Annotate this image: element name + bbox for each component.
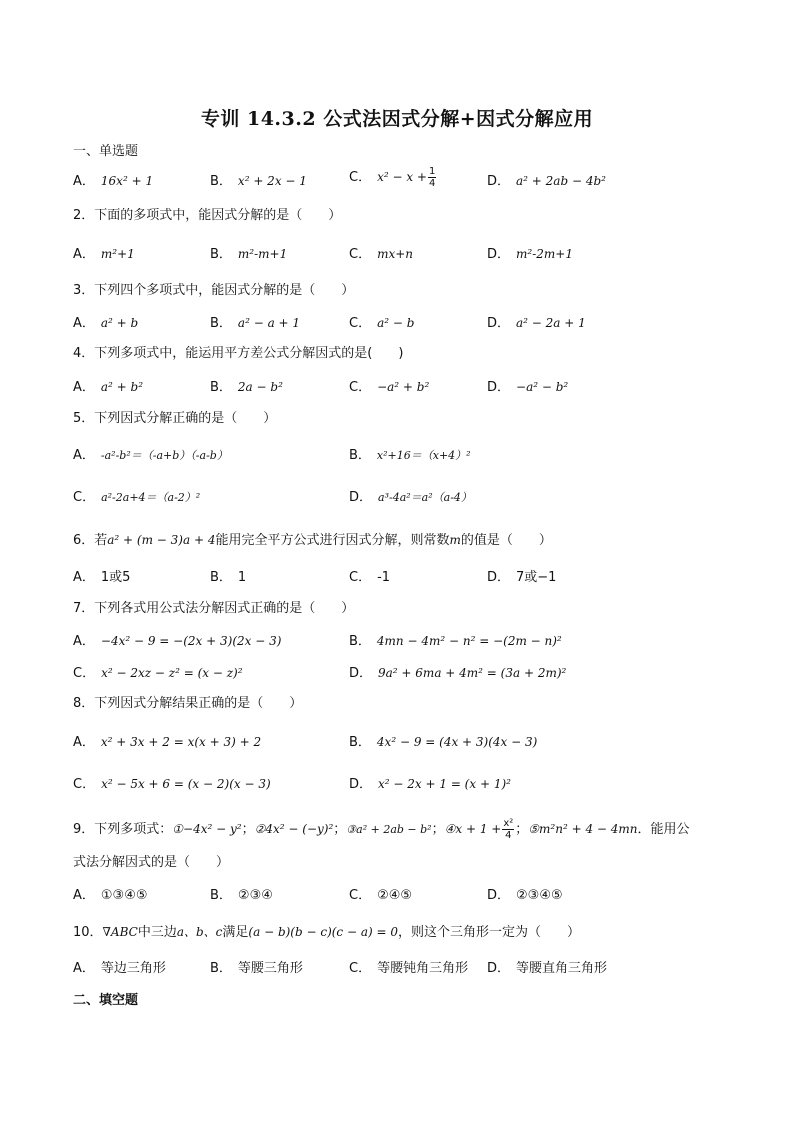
q3-stem: 3．下列四个多项式中，能因式分解的是（ ）	[73, 283, 355, 298]
q2-option-b[interactable]: B． m²-m+1	[210, 247, 288, 262]
q9-option-a[interactable]: A． ①③④⑤	[73, 888, 148, 903]
q10-option-d[interactable]: D． 等腰直角三角形	[487, 961, 608, 976]
q5-option-b[interactable]: B． x²+16＝（x+4）²	[349, 448, 471, 463]
q9-stem-line-2: 式法分解因式的是（ ）	[73, 855, 230, 870]
q1-option-d[interactable]: D． a² + 2ab − 4b²	[487, 174, 606, 189]
fraction: $\frac{\text{x²}}{4}$	[503, 818, 514, 841]
q9-option-c[interactable]: C． ②④⑤	[349, 888, 413, 903]
q4-option-a[interactable]: A． a² + b²	[73, 380, 144, 395]
q1-option-a[interactable]: A． 16x² + 1	[73, 174, 154, 189]
q8-option-a[interactable]: A． x² + 3x + 2 = x(x + 3) + 2	[73, 735, 262, 750]
q3-option-d[interactable]: D． a² − 2a + 1	[487, 316, 586, 331]
q3-option-c[interactable]: C． a² − b	[349, 316, 415, 331]
q4-option-b[interactable]: B． 2a − b²	[210, 380, 283, 395]
q1-option-b[interactable]: B． x² + 2x − 1	[210, 174, 307, 189]
q5-stem: 5．下列因式分解正确的是（ ）	[73, 411, 277, 426]
q1-option-c[interactable]: C． x² − x + $\frac{1}{4}$	[349, 166, 436, 189]
q8-option-c[interactable]: C． x² − 5x + 6 = (x − 2)(x − 3)	[73, 777, 271, 792]
q9-stem: 9．下列多项式：①−4x² − y²；②4x² − (−y)²；③a² + 2ab − b²；④x + 1 + $\frac{\text{x²}}{4}$ ；⑤m²n² + 4 − 4mn．能用公	[73, 818, 690, 841]
section-heading-fill-in: 二、填空题	[73, 993, 139, 1008]
section-heading-single-choice: 一、单选题	[73, 144, 139, 159]
page-title: 专训 14.3.2 公式法因式分解+因式分解应用	[200, 108, 594, 130]
q7-stem: 7．下列各式用公式法分解因式正确的是（ ）	[73, 601, 355, 616]
q6-option-b[interactable]: B． 1	[210, 570, 247, 585]
q7-option-c[interactable]: C． x² − 2xz − z² = (x − z)²	[73, 666, 243, 681]
q6-option-a[interactable]: A． 1或5	[73, 570, 131, 585]
q8-stem: 8．下列因式分解结果正确的是（ ）	[73, 696, 303, 711]
q7-option-d[interactable]: D． 9a² + 6ma + 4m² = (3a + 2m)²	[349, 666, 567, 681]
q6-stem: 6．若a² + (m − 3)a + 4能用完全平方公式进行因式分解，则常数m的值是（ ）	[73, 533, 552, 548]
q6-option-c[interactable]: C． -1	[349, 570, 391, 585]
q10-option-b[interactable]: B． 等腰三角形	[210, 961, 303, 976]
q4-option-d[interactable]: D． −a² − b²	[487, 380, 569, 395]
q7-option-b[interactable]: B． 4mn − 4m² − n² = −(2m − n)²	[349, 634, 562, 649]
q4-stem: 4．下列多项式中，能运用平方差公式分解因式的是( )	[73, 346, 404, 361]
q5-option-a[interactable]: A． -a²-b²＝（-a+b）（-a-b）	[73, 448, 228, 463]
q4-option-c[interactable]: C． −a² + b²	[349, 380, 430, 395]
q8-option-b[interactable]: B． 4x² − 9 = (4x + 3)(4x − 3)	[349, 735, 538, 750]
q10-option-a[interactable]: A． 等边三角形	[73, 961, 166, 976]
q10-stem: 10．∇ABC中三边a、b、c满足(a − b)(b − c)(c − a) = 0，则这个三角形一定为（ ）	[73, 925, 581, 940]
q3-option-b[interactable]: B． a² − a + 1	[210, 316, 301, 331]
q3-option-a[interactable]: A． a² + b	[73, 316, 139, 331]
q2-option-d[interactable]: D． m²-2m+1	[487, 247, 573, 262]
q9-option-b[interactable]: B． ②③④	[210, 888, 273, 903]
q2-option-a[interactable]: A． m²+1	[73, 247, 135, 262]
q2-option-c[interactable]: C． mx+n	[349, 247, 414, 262]
q5-option-d[interactable]: D． a³-4a²＝a²（a-4）	[349, 490, 472, 505]
q9-option-d[interactable]: D． ②③④⑤	[487, 888, 563, 903]
q8-option-d[interactable]: D． x² − 2x + 1 = (x + 1)²	[349, 777, 511, 792]
fraction: $\frac{1}{4}$	[428, 166, 436, 189]
q7-option-a[interactable]: A． −4x² − 9 = −(2x + 3)(2x − 3)	[73, 634, 282, 649]
q5-option-c[interactable]: C． a²-2a+4＝（a-2）²	[73, 490, 201, 505]
q6-option-d[interactable]: D． 7或−1	[487, 570, 557, 585]
q10-option-c[interactable]: C． 等腰钝角三角形	[349, 961, 469, 976]
q2-stem: 2．下面的多项式中，能因式分解的是（ ）	[73, 208, 342, 223]
